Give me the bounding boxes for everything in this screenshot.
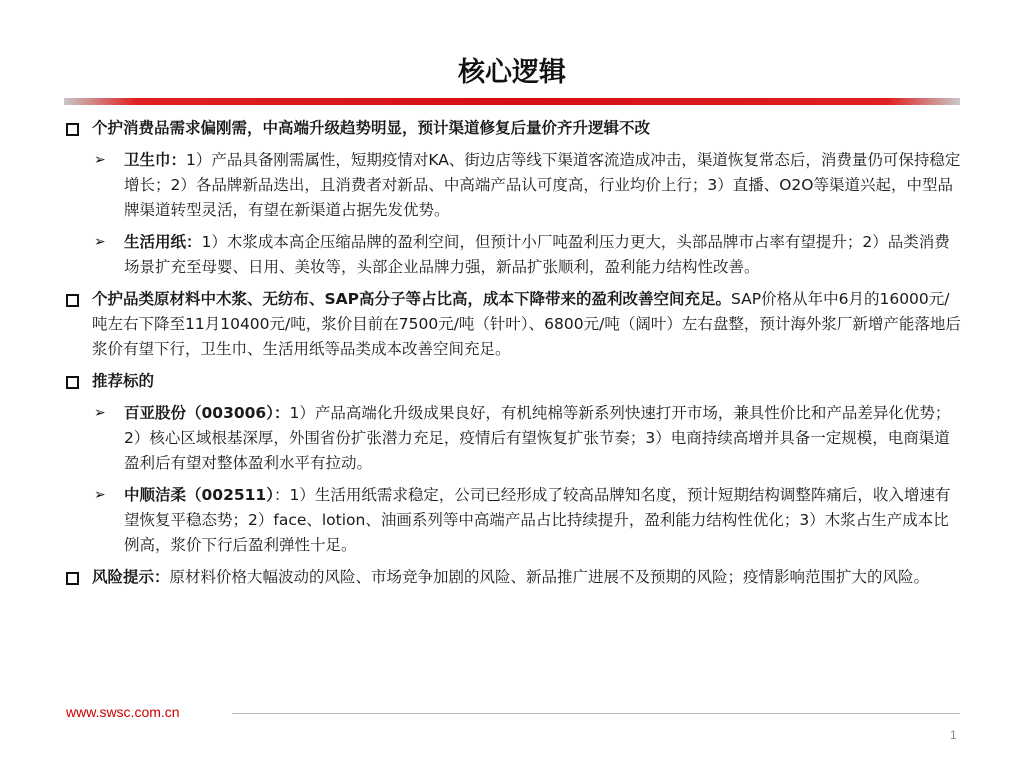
sub-item-text: 1）产品具备刚需属性，短期疫情对KA、街边店等线下渠道客流造成冲击，渠道恢复常态后，消费量仍可保持稳定增长；2）各品牌新品迭出，且消费者对新品、中高端产品认可度高，行业均价上行；3）直播、O2O等渠道兴起，中型品牌渠道转型灵活，有望在新渠道占据先发优势。 bbox=[124, 151, 961, 219]
footer-divider bbox=[232, 713, 960, 714]
arrow-bullet-icon: ➢ bbox=[94, 234, 106, 250]
sub-item-label: 生活用纸： bbox=[124, 233, 202, 251]
section-recommendations bbox=[64, 369, 964, 394]
sub-item-baiya bbox=[64, 401, 964, 476]
square-bullet-icon bbox=[66, 294, 79, 307]
section-label: 风险提示： bbox=[92, 568, 170, 586]
arrow-bullet-icon: ➢ bbox=[94, 487, 106, 503]
section-text: 原材料价格大幅波动的风险、市场竞争加剧的风险、新品推广进展不及预期的风险；疫情影响范围扩大的风险。 bbox=[169, 568, 930, 586]
section-risk bbox=[64, 565, 964, 590]
section-heading: 个护品类原材料中木浆、无纺布、SAP高分子等占比高，成本下降带来的盈利改善空间充足。 bbox=[92, 290, 732, 308]
section-heading: 推荐标的 bbox=[92, 372, 155, 390]
sub-item-label: 卫生巾： bbox=[124, 151, 187, 169]
sub-item-zhongshun bbox=[64, 483, 964, 558]
arrow-bullet-icon: ➢ bbox=[94, 405, 106, 421]
section-heading: 个护消费品需求偏刚需，中高端升级趋势明显，预计渠道修复后量价齐升逻辑不改 bbox=[92, 119, 651, 137]
section-raw-materials bbox=[64, 287, 964, 362]
sub-item-text: 1）产品高端化升级成果良好，有机纯棉等新系列快速打开市场，兼具性价比和产品差异化优势；2）核心区域根基深厚，外围省份扩张潜力充足，疫情后有望恢复扩张节奏；3）电商持续高增并具备一定规模，电商渠道盈利后有望对整体盈利水平有拉动。 bbox=[124, 404, 951, 472]
sub-item-text: 1）木浆成本高企压缩品牌的盈利空间，但预计小厂吨盈利压力更大，头部品牌市占率有望提升；2）品类消费场景扩充至母婴、日用、美妆等，头部企业品牌力强，新品扩张顺利，盈利能力结构性改善。 bbox=[124, 233, 950, 276]
footer-url: www.swsc.com.cn bbox=[66, 704, 180, 720]
sub-item-text: ：1）生活用纸需求稳定，公司已经形成了较高品牌知名度，预计短期结构调整阵痛后，收入增速有望恢复平稳态势；2）face、lotion、油画系列等中高端产品占比持续提升，盈利能力结构性优化；3）木浆占生产成本比例高，浆价下行后盈利弹性十足。 bbox=[124, 486, 951, 554]
sub-item-sanitary-napkin bbox=[64, 148, 964, 223]
title-rule bbox=[64, 98, 960, 105]
sub-item-tissue-paper bbox=[64, 230, 964, 280]
square-bullet-icon bbox=[66, 376, 79, 389]
section-text: SAP价格从年中6月的16000元/吨左右下降至11月10400元/吨，浆价目前在7500元/吨（针叶）、6800元/吨（阔叶）左右盘整，预计海外浆厂新增产能落地后浆价有望下行，卫生巾、生活用纸等品类成本改善空间充足。 bbox=[92, 290, 961, 358]
page-number: 1 bbox=[950, 728, 957, 742]
sub-item-label: 百亚股份（003006）： bbox=[124, 404, 290, 422]
section-consumer-demand bbox=[64, 116, 964, 141]
main-content bbox=[64, 116, 964, 597]
square-bullet-icon bbox=[66, 572, 79, 585]
arrow-bullet-icon: ➢ bbox=[94, 152, 106, 168]
square-bullet-icon bbox=[66, 123, 79, 136]
page-title: 核心逻辑 bbox=[458, 57, 566, 88]
sub-item-label: 中顺洁柔（002511） bbox=[124, 486, 274, 504]
